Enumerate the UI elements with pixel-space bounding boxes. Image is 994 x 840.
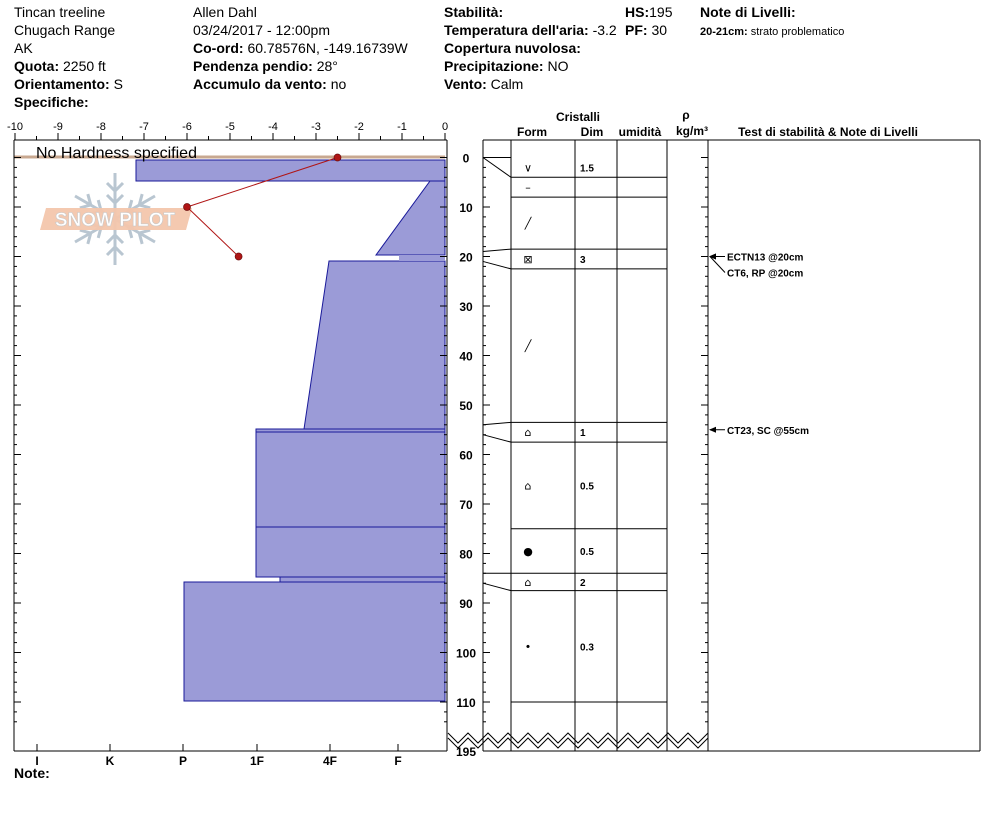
test-label: CT6, RP @20cm	[727, 268, 804, 280]
cloud-cover-label: Copertura nuvolosa:	[444, 40, 581, 56]
hardness-tick-label: 4F	[322, 754, 338, 768]
coordinates-label: Co-ord:	[193, 40, 244, 56]
temp-tick-label: -8	[96, 121, 106, 133]
depth-connector	[483, 249, 511, 251]
depth-tick-label: 100	[455, 646, 477, 661]
test-label: CT23, SC @55cm	[727, 425, 810, 437]
no-hardness-text: No Hardness specified	[36, 145, 197, 162]
crystal-size: 1.5	[580, 163, 594, 175]
crystal-size: 1	[580, 428, 586, 440]
stability-tests	[709, 253, 809, 437]
snow-height-label: HS:	[625, 4, 650, 20]
layer-notes-label: Note di Livelli:	[700, 4, 796, 20]
aspect-value: S	[113, 76, 123, 92]
depth-tick-label: 50	[459, 399, 473, 413]
hardness-tick-label: I	[35, 754, 39, 768]
depth-tick-label: 40	[459, 349, 473, 364]
hardness-layer-0	[136, 160, 445, 181]
hardness-tick-label: 1F	[249, 754, 265, 768]
hardness-tick-label: F	[394, 754, 402, 768]
crystal-form-symbol: ⊠	[523, 252, 533, 266]
temp-point	[235, 253, 242, 260]
range-name: Chugach Range	[14, 22, 116, 38]
slope-angle-label: Pendenza pendio:	[193, 58, 313, 74]
temp-tick-label: -10	[7, 121, 23, 133]
foot-penetration-value: 30	[651, 22, 668, 38]
stability-label: Stabilità:	[444, 4, 504, 20]
depth-tick-label: 0	[462, 151, 470, 166]
depth-tick-label: 80	[459, 547, 473, 562]
crystal-form-symbol: ⌂	[524, 479, 532, 493]
air-temperature-value: -3.2	[592, 22, 617, 38]
depth-connector	[483, 422, 511, 424]
elevation-label: Quota:	[14, 58, 60, 74]
hardness-layer-6	[184, 582, 445, 701]
test-arrow-head	[709, 427, 716, 433]
crystal-form-symbol: •	[524, 640, 532, 654]
depth-tick-label: 60	[459, 448, 473, 463]
layer-note-depth: 20-21cm:	[700, 26, 748, 38]
hardness-layer-1	[376, 181, 445, 255]
depth-tick-label: 110	[456, 696, 476, 710]
temp-point	[184, 204, 191, 211]
hardness-layer-2	[304, 261, 445, 429]
observation-datetime: 03/24/2017 - 12:00pm	[193, 22, 330, 38]
crystal-size: 0.5	[580, 481, 594, 493]
crystal-form-symbol: ●	[523, 545, 533, 559]
depth-tick-label: 20	[459, 250, 473, 265]
depth-break-zigzag	[448, 733, 708, 743]
snowpilot-logo	[40, 173, 192, 265]
temp-tick-label: 0	[441, 121, 449, 133]
column-header-umidita: umidità	[618, 125, 662, 139]
crystal-form-symbol: ╱	[524, 217, 532, 231]
hardness-layer-3	[256, 429, 445, 527]
depth-tick-label: 70	[459, 498, 473, 512]
air-temperature-label: Temperatura dell'aria:	[444, 22, 589, 38]
crystal-size: 0.5	[580, 547, 594, 559]
precipitation-label: Precipitazione:	[444, 58, 544, 74]
hardness-layer-5	[280, 577, 445, 582]
precipitation-value: NO	[547, 58, 569, 74]
depth-tick-label: 195	[455, 745, 477, 759]
elevation-value: 2250 ft	[63, 58, 106, 74]
temp-tick-label: -1	[397, 121, 407, 133]
wind-value: Calm	[490, 76, 524, 92]
depth-connector	[483, 583, 511, 590]
hardness-layer-4	[256, 527, 445, 577]
hardness-layer-gap	[399, 255, 445, 261]
crystal-form-symbol: ╱	[524, 339, 532, 353]
depth-connector	[483, 261, 511, 268]
temp-point	[334, 154, 341, 161]
foot-penetration-label: PF:	[625, 22, 648, 38]
temp-tick-label: -4	[268, 121, 278, 133]
temp-tick-label: -2	[354, 121, 364, 133]
depth-tick-label: 10	[459, 201, 473, 215]
aspect-label: Orientamento:	[14, 76, 110, 92]
crystal-form-symbol: ⌂	[524, 575, 532, 589]
depth-connector	[483, 435, 511, 442]
temp-tick-label: -6	[182, 121, 192, 133]
layer-note-text: strato problematico	[750, 26, 845, 38]
coordinates-value: 60.78576N, -149.16739W	[247, 40, 408, 56]
crystal-form-symbol: –	[525, 181, 531, 195]
crystal-size: 0.3	[580, 642, 594, 654]
test-arrow-line	[710, 257, 725, 273]
hardness-tick-label: P	[178, 754, 188, 768]
specifics-label: Specifiche:	[14, 94, 89, 110]
state-name: AK	[14, 40, 33, 56]
column-header-rho-unit: kg/m³	[675, 124, 709, 138]
hardness-tick-label: K	[105, 754, 115, 768]
temp-tick-label: -3	[311, 121, 321, 133]
crystal-size: 2	[580, 577, 586, 589]
temp-tick-label: -5	[225, 121, 235, 133]
wind-label: Vento:	[444, 76, 487, 92]
depth-tick-label: 30	[459, 300, 473, 314]
note-label: Note:	[14, 765, 50, 781]
column-header-form: Form	[517, 125, 547, 139]
crystal-size: 3	[580, 254, 586, 266]
column-header-dim: Dim	[580, 125, 604, 139]
snowpilot-logo-text: SNOW PILOT	[54, 210, 176, 231]
wind-loading-label: Accumulo da vento:	[193, 76, 327, 92]
crystal-form-symbol: ⌂	[524, 426, 532, 440]
snow-height-value: 195	[649, 4, 673, 20]
temp-segment	[187, 207, 239, 257]
temp-tick-label: -7	[139, 121, 149, 133]
wind-loading-value: no	[330, 76, 347, 92]
temp-tick-label: -9	[53, 121, 63, 133]
column-header-cristalli: Cristalli	[555, 110, 601, 124]
depth-tick-label: 90	[459, 597, 473, 611]
depth-connector	[483, 158, 511, 178]
slope-angle-value: 28°	[316, 58, 338, 74]
observer-name: Allen Dahl	[193, 4, 257, 20]
crystal-form-symbol: ∨	[523, 161, 533, 175]
column-header-rho: ρ	[682, 108, 690, 122]
column-header-tests: Test di stabilità & Note di Livelli	[738, 125, 918, 139]
site-name: Tincan treeline	[14, 4, 106, 20]
test-label: ECTN13 @20cm	[727, 252, 804, 264]
